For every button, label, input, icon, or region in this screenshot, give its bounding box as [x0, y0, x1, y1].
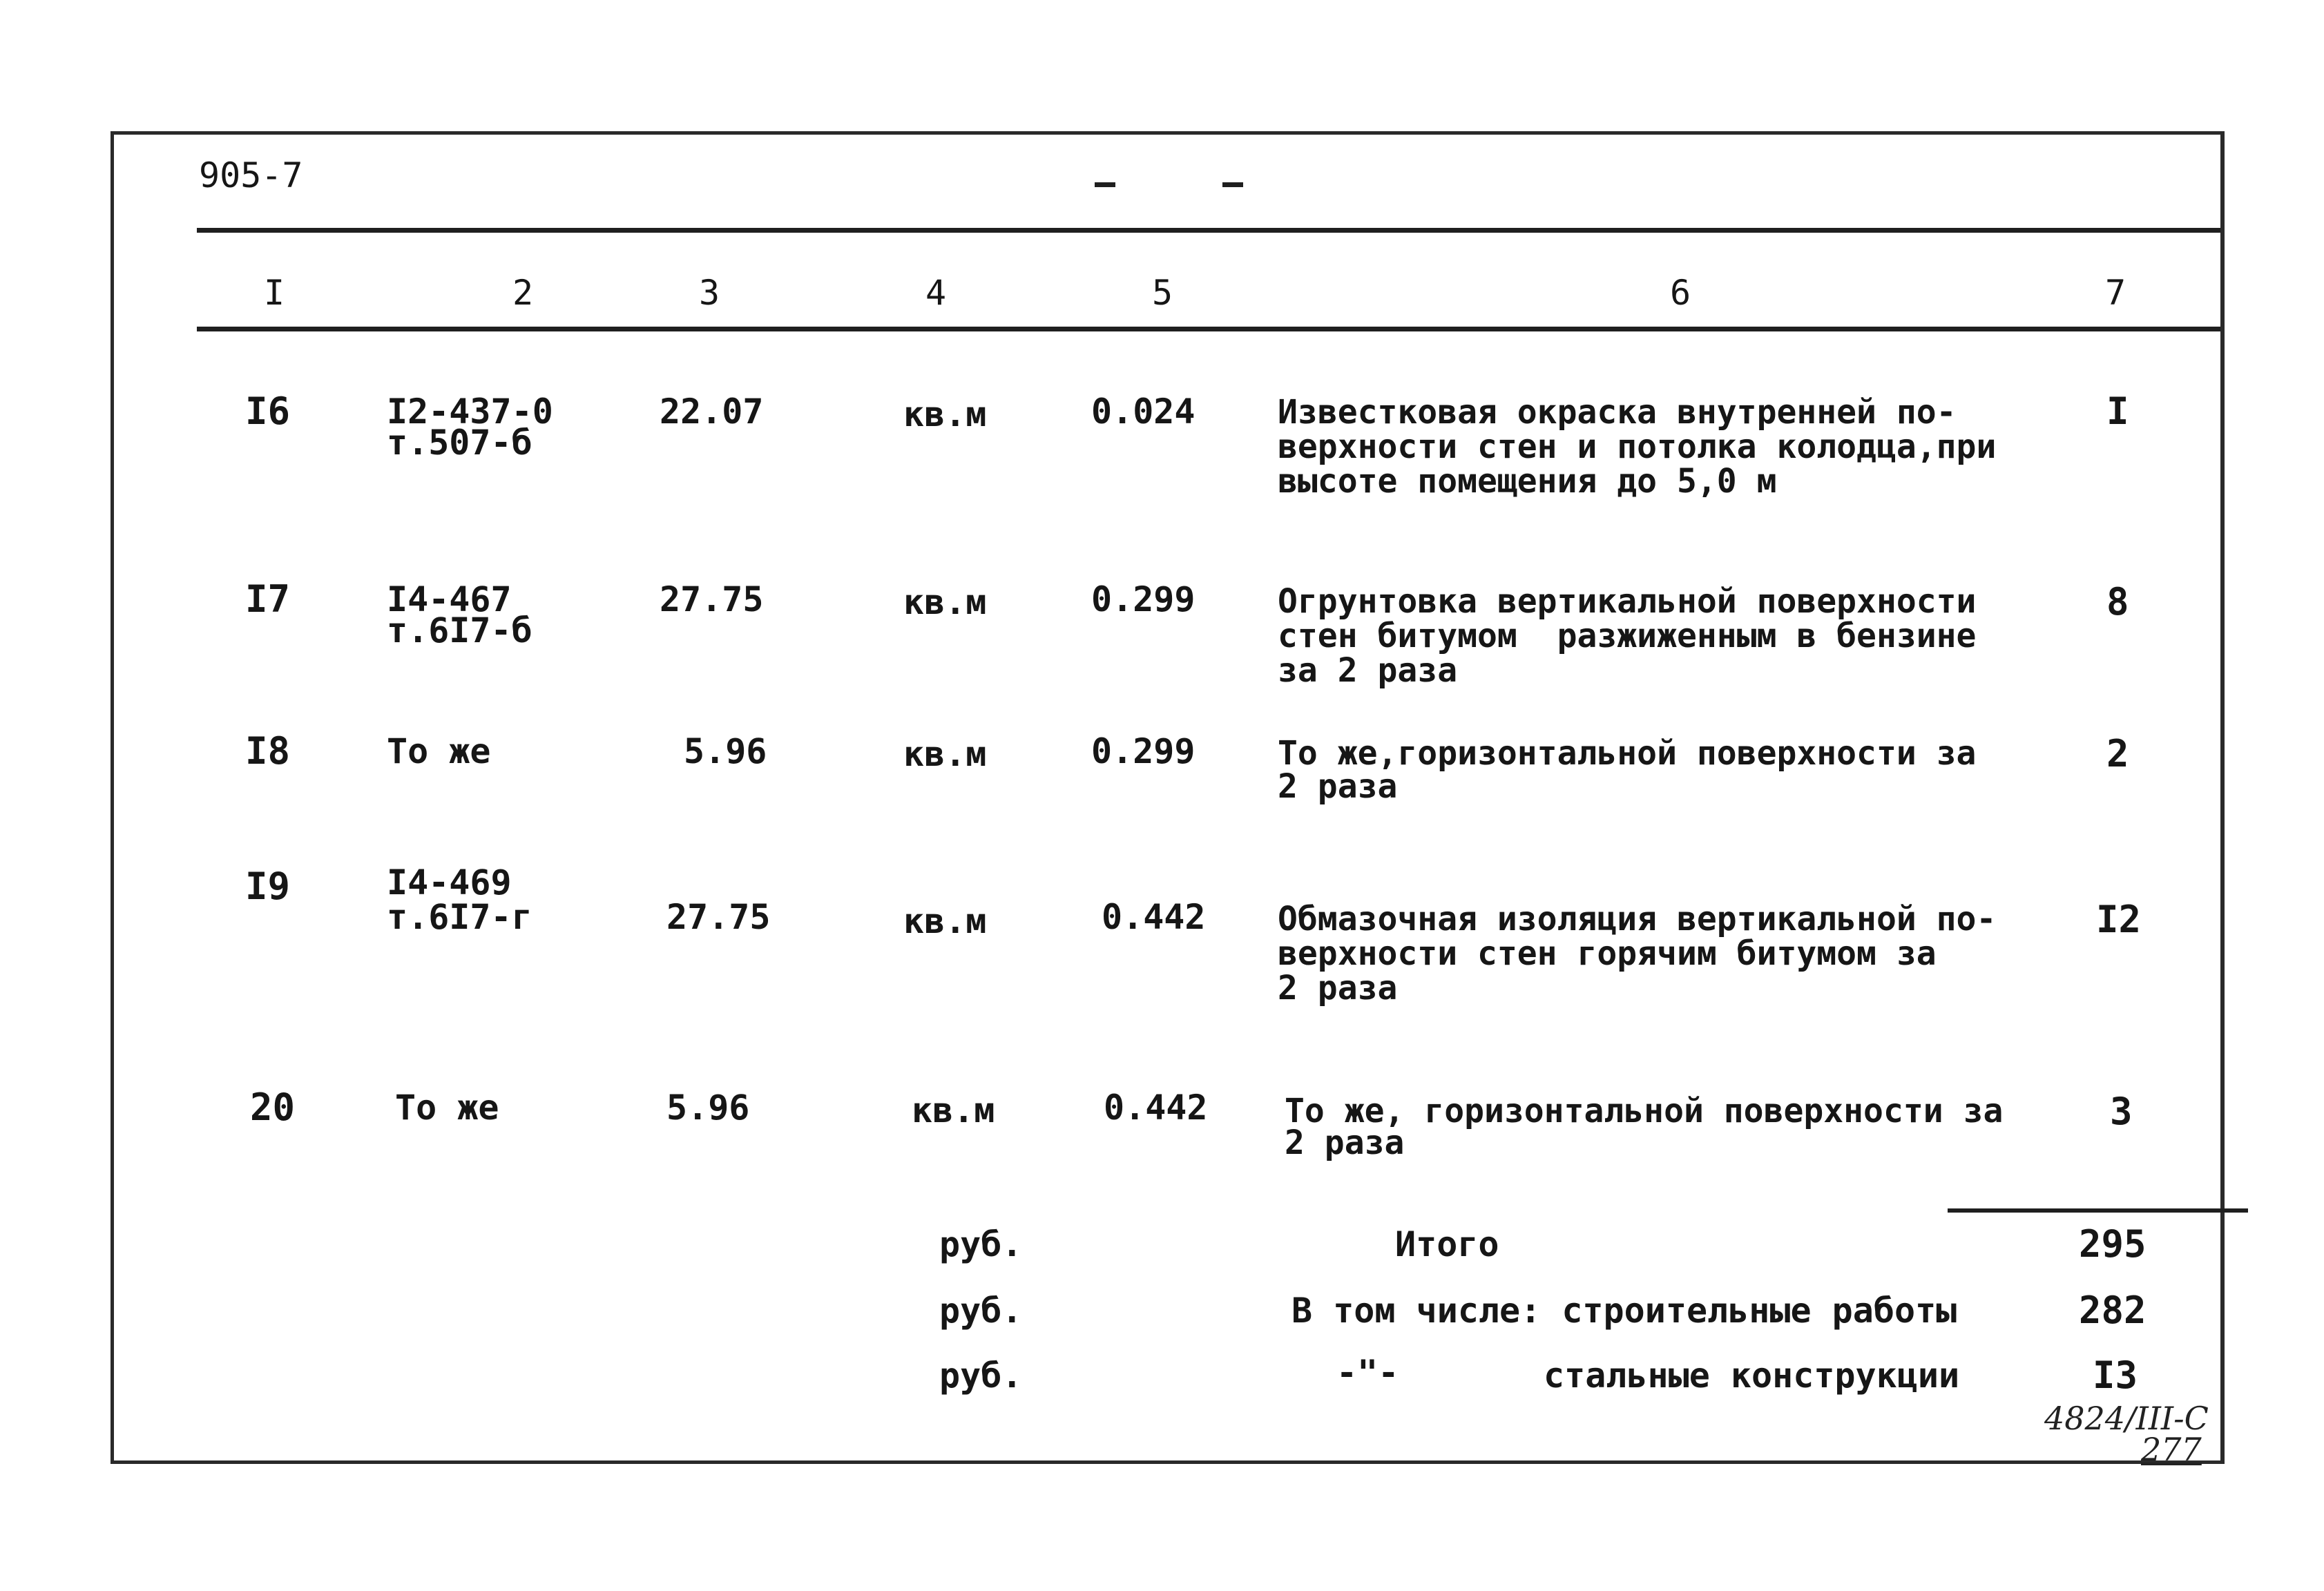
description-line: верхности стен горячим битумом за: [1278, 934, 1937, 973]
row-number: I6: [245, 389, 291, 433]
totals-value: 295: [2079, 1222, 2147, 1266]
norm-code: I2-437-0: [387, 392, 553, 432]
description-line: верхности стен и потолка колодца,при: [1278, 427, 1997, 466]
quantity: 22.07: [660, 392, 764, 432]
description-line: стен битумом разжиженным в бензине: [1278, 617, 1977, 655]
description-line: Обмазочная изоляция вертикальной по-: [1278, 900, 1997, 938]
quantity: 27.75: [660, 579, 764, 619]
unit: кв.м: [903, 734, 987, 774]
totals-label: стальные конструкции: [1544, 1356, 1960, 1396]
description-line: Известковая окраска внутренней по-: [1278, 393, 1957, 432]
row-number: I8: [245, 729, 291, 773]
norm-table: т.6I7-г: [387, 897, 532, 937]
col-header-6: 6: [1670, 273, 1691, 313]
col-header-4: 4: [925, 273, 947, 313]
totals-label: В том числе: строительные работы: [1291, 1291, 1957, 1331]
description-line: То же,горизонтальной поверхности за: [1278, 734, 1977, 773]
quantity: 27.75: [666, 897, 771, 937]
handwritten-page-number: 277: [2141, 1431, 2202, 1468]
header-dash-left: [1095, 182, 1115, 187]
unit-price: 0.299: [1091, 579, 1195, 619]
total-value: 3: [2110, 1090, 2133, 1133]
col-header-5: 5: [1152, 273, 1173, 313]
totals-value: I3: [2093, 1353, 2138, 1397]
total-value: 2: [2106, 732, 2129, 775]
description-line: за 2 раза: [1278, 651, 1458, 690]
total-value: I2: [2096, 898, 2142, 941]
quantity: 5.96: [684, 731, 767, 771]
totals-rule: [1948, 1208, 2248, 1213]
handwritten-doc-mark: 4824/III-С: [2044, 1400, 2209, 1437]
unit: кв.м: [903, 394, 987, 434]
description-line: Огрунтовка вертикальной поверхности: [1278, 582, 1977, 621]
description-line: То же, горизонтальной поверхности за: [1285, 1092, 2004, 1130]
col-header-3: 3: [699, 273, 720, 313]
unit-price: 0.299: [1091, 731, 1195, 771]
total-value: I: [2106, 389, 2129, 433]
norm-code: I4-469: [387, 862, 512, 903]
ditto-mark: -"-: [1336, 1353, 1399, 1393]
unit: кв.м: [903, 901, 987, 941]
header-bottom-rule: [197, 327, 2220, 331]
totals-unit: руб.: [939, 1356, 1023, 1396]
col-header-7: 7: [2105, 273, 2126, 313]
unit-price: 0.442: [1104, 1088, 1208, 1128]
row-number: I9: [245, 865, 291, 908]
totals-unit: руб.: [939, 1224, 1023, 1264]
col-header-1: I: [264, 273, 285, 313]
description-line: 2 раза: [1278, 969, 1398, 1007]
col-header-2: 2: [512, 273, 534, 313]
unit-price: 0.024: [1091, 392, 1195, 432]
row-number: 20: [250, 1086, 296, 1129]
totals-label: Итого: [1395, 1224, 1499, 1264]
description-line: высоте помещения до 5,0 м: [1278, 462, 1777, 501]
norm-code: То же: [395, 1088, 499, 1128]
unit: кв.м: [903, 582, 987, 622]
norm-code: То же: [387, 731, 491, 771]
description-line: 2 раза: [1278, 767, 1398, 806]
total-value: 8: [2106, 580, 2129, 624]
description-line: 2 раза: [1285, 1124, 1405, 1162]
totals-unit: руб.: [939, 1291, 1023, 1331]
quantity: 5.96: [666, 1088, 750, 1128]
document-code: 905-7: [199, 155, 303, 195]
unit-price: 0.442: [1102, 897, 1206, 937]
totals-value: 282: [2079, 1289, 2147, 1332]
header-top-rule: [197, 228, 2220, 233]
unit: кв.м: [912, 1090, 995, 1130]
header-dash-right: [1222, 182, 1243, 187]
norm-code: I4-467: [387, 579, 512, 619]
norm-table: т.507-б: [387, 423, 532, 463]
row-number: I7: [245, 577, 291, 621]
norm-table: т.6I7-б: [387, 610, 532, 650]
